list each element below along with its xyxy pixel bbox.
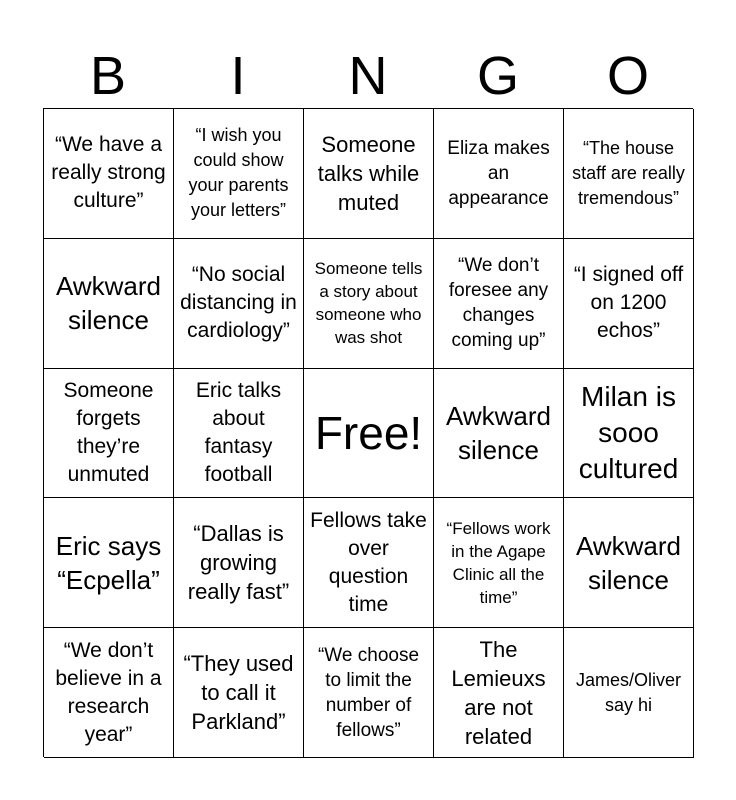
cell-text: Eric says “Ecpella” bbox=[55, 530, 162, 595]
bingo-cell-r4-c2[interactable] bbox=[174, 498, 304, 628]
cell-text: Awkward silence bbox=[575, 530, 681, 595]
bingo-cell-r5-c2[interactable] bbox=[174, 628, 304, 758]
cell-text: Fellows take over question time bbox=[310, 508, 427, 616]
bingo-cell-r3-c5[interactable] bbox=[564, 369, 694, 499]
cell-text: “I signed off on 1200 echos” bbox=[573, 263, 684, 343]
bingo-cell-free[interactable] bbox=[304, 369, 434, 499]
cell-text: “The house staff are really tremendous” bbox=[572, 137, 685, 208]
cell-text: “They used to call it Parkland” bbox=[183, 651, 294, 735]
bingo-cell-r3-c1[interactable] bbox=[44, 369, 174, 499]
bingo-cell-r4-c4[interactable] bbox=[434, 498, 564, 628]
bingo-cell-r4-c1[interactable] bbox=[44, 498, 174, 628]
bingo-cell-r5-c5[interactable] bbox=[564, 628, 694, 758]
bingo-cell-r4-c3[interactable] bbox=[304, 498, 434, 628]
cell-text: Awkward silence bbox=[445, 400, 551, 465]
bingo-cell-r2-c3[interactable] bbox=[304, 239, 434, 369]
cell-text: Someone forgets they’re unmuted bbox=[63, 378, 154, 486]
bingo-cell-r3-c4[interactable] bbox=[434, 369, 564, 499]
header-letter-i: I bbox=[230, 46, 246, 106]
bingo-cell-r3-c2[interactable] bbox=[174, 369, 304, 499]
bingo-cell-r1-c5[interactable] bbox=[564, 109, 694, 239]
cell-text: Eliza makes an appearance bbox=[447, 137, 550, 209]
bingo-cell-r5-c1[interactable] bbox=[44, 628, 174, 758]
cell-text: “We don’t foresee any changes coming up” bbox=[448, 255, 549, 352]
bingo-cell-r2-c1[interactable] bbox=[44, 239, 174, 369]
header-letter-b: B bbox=[89, 46, 127, 106]
cell-text: Eric talks about fantasy football bbox=[195, 378, 282, 486]
cell-text: “I wish you could show your parents your letters” bbox=[188, 125, 289, 221]
cell-text: “We choose to limit the number of fellows” bbox=[317, 644, 420, 741]
cell-text: James/Oliver say hi bbox=[575, 669, 682, 715]
bingo-header bbox=[43, 44, 693, 108]
cell-text: “No social distancing in cardiology” bbox=[180, 263, 297, 343]
bingo-cell-r5-c4[interactable] bbox=[434, 628, 564, 758]
header-letter-o: O bbox=[606, 46, 649, 106]
cell-text: Someone tells a story about someone who was shot bbox=[314, 259, 423, 348]
cell-text: Free! bbox=[314, 406, 423, 459]
cell-text: “We don’t believe in a research year” bbox=[55, 638, 162, 746]
cell-text: “We have a really strong culture” bbox=[51, 133, 166, 213]
cell-text: “Dallas is growing really fast” bbox=[187, 521, 290, 605]
cell-text: Milan is sooo cultured bbox=[578, 380, 679, 484]
cell-text: Awkward silence bbox=[55, 271, 161, 336]
cell-text: Someone talks while muted bbox=[317, 131, 420, 215]
bingo-cell-r1-c3[interactable] bbox=[304, 109, 434, 239]
bingo-cell-r2-c2[interactable] bbox=[174, 239, 304, 369]
bingo-cell-r5-c3[interactable] bbox=[304, 628, 434, 758]
bingo-cell-r2-c4[interactable] bbox=[434, 239, 564, 369]
header-letter-g: G bbox=[476, 46, 519, 106]
bingo-cell-r1-c4[interactable] bbox=[434, 109, 564, 239]
cell-text: The Lemieuxs are not related bbox=[451, 636, 546, 749]
bingo-cell-r2-c5[interactable] bbox=[564, 239, 694, 369]
cell-text: “Fellows work in the Agape Clinic all the time” bbox=[446, 518, 551, 607]
bingo-board bbox=[43, 108, 693, 757]
bingo-cell-r1-c1[interactable] bbox=[44, 109, 174, 239]
header-letter-n: N bbox=[348, 46, 388, 106]
bingo-cell-r4-c5[interactable] bbox=[564, 498, 694, 628]
bingo-cell-r1-c2[interactable] bbox=[174, 109, 304, 239]
